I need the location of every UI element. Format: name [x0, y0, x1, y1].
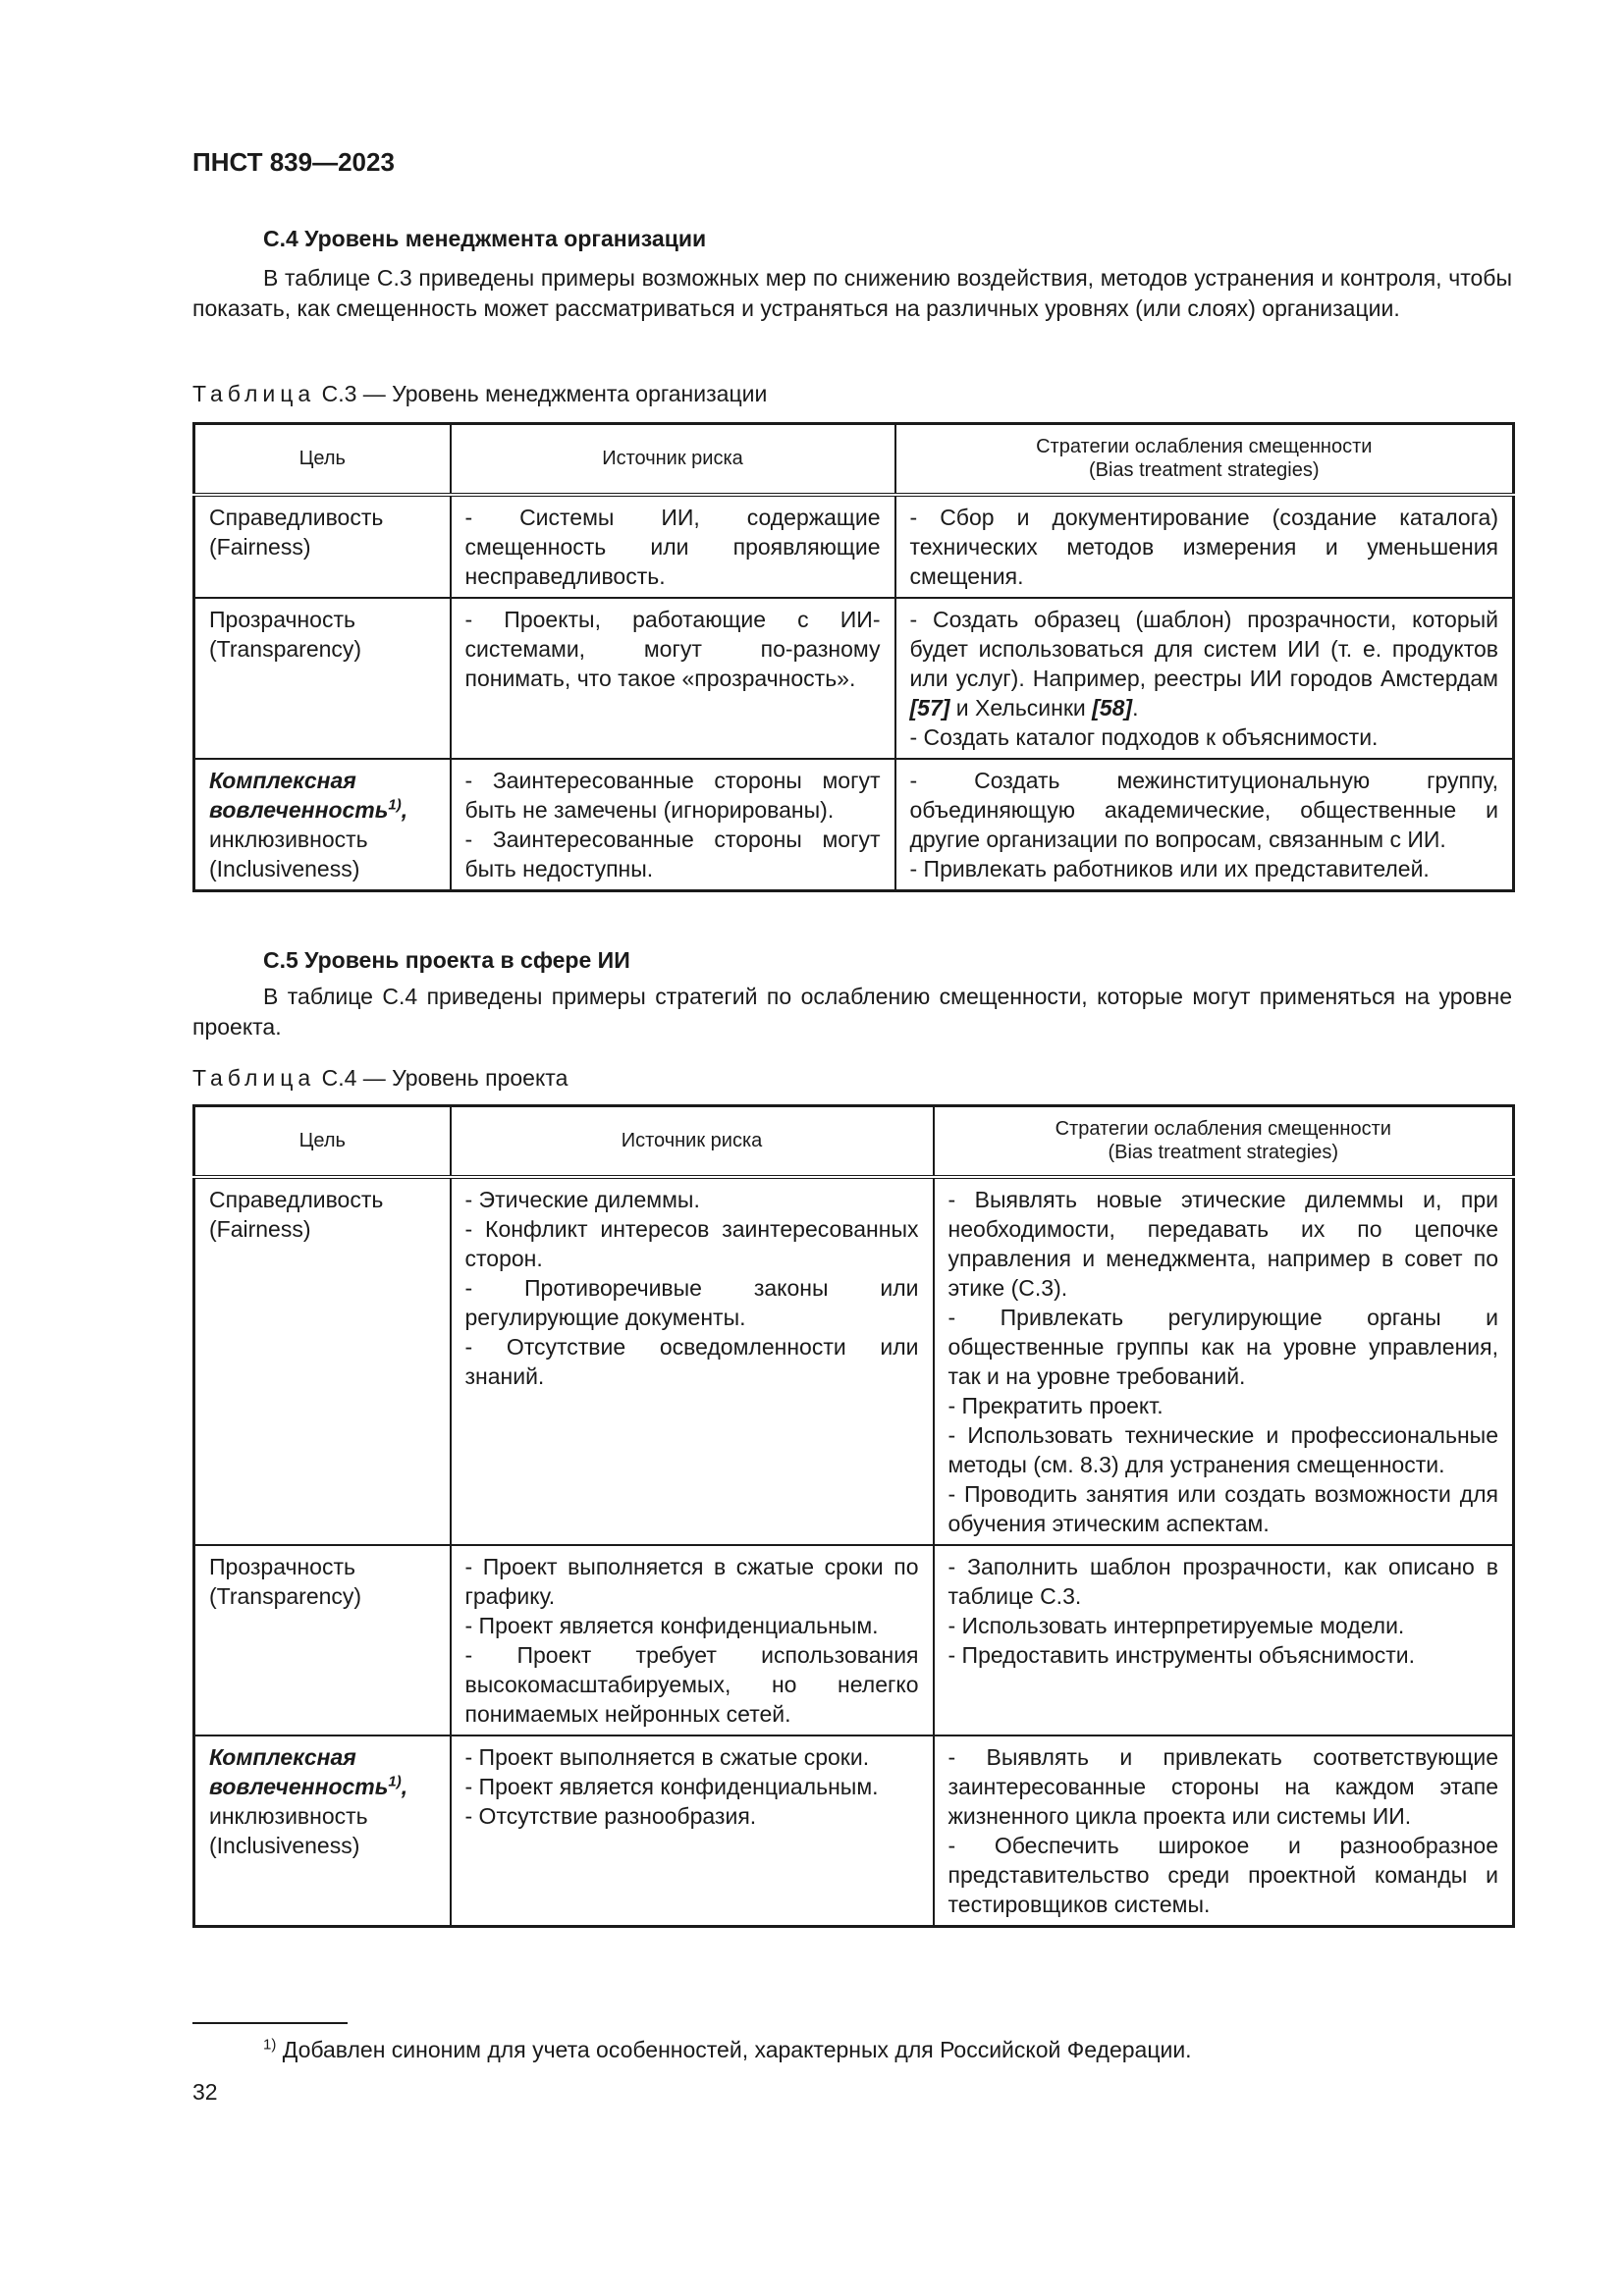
table-header-row [194, 424, 1514, 495]
cell-risk [451, 1177, 934, 1545]
goal-line [209, 1742, 436, 1801]
risk-line: - Конфликт интересов заинтересованных сторон. [464, 1215, 919, 1271]
section-paragraph-c5 [192, 982, 1512, 1042]
header-goal: Цель [194, 1106, 451, 1177]
strategy-line: - Заполнить шаблон прозрачности, как описано в таблице С.3. [947, 1553, 1498, 1609]
document-id: ПНСТ 839—2023 [192, 147, 395, 177]
cell-strategy [934, 1545, 1514, 1735]
goal-line [209, 766, 436, 825]
strategy-line [910, 605, 1499, 722]
cell-goal [194, 1545, 451, 1735]
footnote-divider [192, 2022, 348, 2024]
header-goal: Цель [194, 424, 451, 495]
goal-line: Прозрачность [209, 606, 355, 632]
table-c4 [192, 1104, 1515, 1928]
risk-line: - Этические дилеммы. [464, 1186, 700, 1212]
risk-line: - Проект требует использования высокомасштабируемых, но нелегко понимаемых нейронных сетей. [464, 1641, 919, 1727]
cell-goal [194, 1735, 451, 1927]
goal-line: инклюзивность [209, 826, 368, 852]
header-risk: Источник риска [451, 424, 895, 495]
reference-57: [57] [909, 694, 950, 721]
cell-goal [194, 759, 451, 891]
header-strategy-en: (Bias treatment strategies) [1088, 459, 1320, 482]
table-header-row [194, 1106, 1514, 1177]
header-strategy-ru: Стратегии ослабления смещенности [1055, 1118, 1391, 1141]
strategy-line: - Предоставить инструменты объяснимости. [947, 1641, 1415, 1668]
strategy-line: - Прекратить проект. [947, 1392, 1164, 1418]
strategy-line: - Обеспечить широкое и разнообразное представительство среди проектной команды и тестировщиков системы. [947, 1832, 1498, 1917]
reference-58: [58] [1092, 694, 1133, 721]
cell-goal [194, 598, 451, 759]
cell-strategy [895, 495, 1514, 598]
goal-comma: , [401, 1773, 408, 1799]
footnote-text: Добавлен синоним для учета особенностей, характерных для Российской Федерации. [276, 2037, 1192, 2062]
goal-line: (Inclusiveness) [209, 1832, 360, 1858]
header-strategy-ru: Стратегии ослабления смещенности [1036, 436, 1373, 458]
footnote [263, 2037, 1192, 2063]
section-heading-c5: С.5 Уровень проекта в сфере ИИ [263, 947, 630, 973]
strategy-text: - Создать образец (шаблон) прозрачности, который будет использоваться для систем ИИ (т. е. продуктов или услуг). Например, реестры ИИ городов Амстердам [909, 606, 1498, 691]
risk-line: - Проекты, работающие с ИИ-системами, могут по-разному понимать, что такое «прозрачность». [464, 606, 881, 691]
risk-line: - Системы ИИ, содержащие смещенность или проявляющие несправедливость. [464, 504, 881, 589]
caption-prefix: Таблица [192, 1065, 316, 1091]
cell-risk [451, 1545, 934, 1735]
cell-strategy [934, 1735, 1514, 1927]
strategy-line: - Привлекать работников или их представителей. [909, 855, 1430, 881]
strategy-line: - Использовать интерпретируемые модели. [947, 1612, 1405, 1638]
goal-comma: , [401, 796, 408, 823]
goal-line: (Fairness) [209, 1215, 311, 1242]
strategy-text: . [1132, 694, 1139, 721]
goal-bold-text: Комплексная вовлеченность [209, 1743, 389, 1799]
strategy-line: - Использовать технические и профессиональные методы (см. 8.3) для устранения смещенности. [947, 1421, 1498, 1477]
table-row [194, 495, 1514, 598]
strategy-line: - Создать межинституциональную группу, объединяющую академические, общественные и другие организации по вопросам, связанным с ИИ. [909, 767, 1498, 852]
page-number: 32 [192, 2079, 218, 2105]
paragraph-text: В таблице С.3 приведены примеры возможных мер по снижению воздействия, методов устранения и контроля, чтобы показать, как смещенность может рассматриваться и устраняться на различных уровнях (или слоях) организации. [192, 265, 1512, 321]
paragraph-text: В таблице С.4 приведены примеры стратегий по ослаблению смещенности, которые могут применяться на уровне проекта. [192, 984, 1512, 1040]
risk-line: - Проект является конфиденциальным. [464, 1612, 879, 1638]
cell-goal [194, 495, 451, 598]
cell-risk [451, 495, 895, 598]
table-row [194, 1177, 1514, 1545]
strategy-line: - Создать каталог подходов к объяснимости. [909, 723, 1379, 750]
table-row [194, 1545, 1514, 1735]
section-heading-c4: С.4 Уровень менеджмента организации [263, 226, 707, 251]
strategy-text: и Хельсинки [949, 694, 1093, 721]
goal-line: (Transparency) [209, 1582, 362, 1609]
goal-line: (Inclusiveness) [209, 855, 360, 881]
cell-strategy [895, 598, 1514, 759]
table-c3 [192, 422, 1515, 892]
table-row [194, 1735, 1514, 1927]
header-strategy [895, 424, 1514, 495]
table-row [194, 759, 1514, 891]
table-caption-c3 [192, 381, 767, 407]
risk-line: - Заинтересованные стороны могут быть недоступны. [464, 826, 881, 881]
caption-prefix: Таблица [192, 381, 316, 406]
strategy-line: - Привлекать регулирующие органы и общественные группы как на уровне управления, так и на уровне требований. [947, 1304, 1498, 1389]
header-risk: Источник риска [451, 1106, 934, 1177]
risk-line: - Отсутствие осведомленности или знаний. [464, 1333, 919, 1389]
footnote-mark: 1) [388, 1772, 402, 1789]
table-row [194, 598, 1514, 759]
goal-line: инклюзивность [209, 1802, 368, 1829]
risk-line: - Противоречивые законы или регулирующие документы. [464, 1274, 919, 1330]
cell-strategy [934, 1177, 1514, 1545]
goal-line: Справедливость [209, 1186, 384, 1212]
cell-strategy [895, 759, 1514, 891]
cell-risk [451, 1735, 934, 1927]
goal-line: (Transparency) [209, 635, 362, 662]
caption-text: С.4 — Уровень проекта [315, 1065, 568, 1091]
strategy-line: - Выявлять и привлекать соответствующие заинтересованные стороны на каждом этапе жизненного цикла проекта или системы ИИ. [947, 1743, 1498, 1829]
strategy-line: - Выявлять новые этические дилеммы и, при необходимости, передавать их по цепочке управления и менеджмента, например в совет по этике (С.3). [947, 1186, 1498, 1301]
caption-text: С.3 — Уровень менеджмента организации [315, 381, 768, 406]
risk-line: - Заинтересованные стороны могут быть не замечены (игнорированы). [464, 767, 881, 823]
footnote-mark: 1) [388, 795, 402, 813]
cell-goal [194, 1177, 451, 1545]
risk-line: - Проект выполняется в сжатые сроки по графику. [464, 1553, 919, 1609]
strategy-line: - Сбор и документирование (создание каталога) технических методов измерения и уменьшения смещения. [909, 504, 1498, 589]
risk-line: - Проект является конфиденциальным. [464, 1773, 879, 1799]
footnote-mark: 1) [263, 2036, 277, 2054]
header-strategy [934, 1106, 1514, 1177]
strategy-line: - Проводить занятия или создать возможности для обучения этическим аспектам. [947, 1480, 1498, 1536]
section-paragraph-c4 [192, 263, 1512, 324]
cell-risk [451, 598, 895, 759]
goal-line: Прозрачность [209, 1553, 355, 1579]
goal-line: Справедливость [209, 504, 384, 530]
cell-risk [451, 759, 895, 891]
table-caption-c4 [192, 1065, 568, 1092]
goal-bold-text: Комплексная вовлеченность [209, 767, 389, 823]
risk-line: - Отсутствие разнообразия. [464, 1802, 757, 1829]
header-strategy-en: (Bias treatment strategies) [1108, 1142, 1339, 1164]
goal-line: (Fairness) [209, 533, 311, 560]
risk-line: - Проект выполняется в сжатые сроки. [464, 1743, 870, 1770]
